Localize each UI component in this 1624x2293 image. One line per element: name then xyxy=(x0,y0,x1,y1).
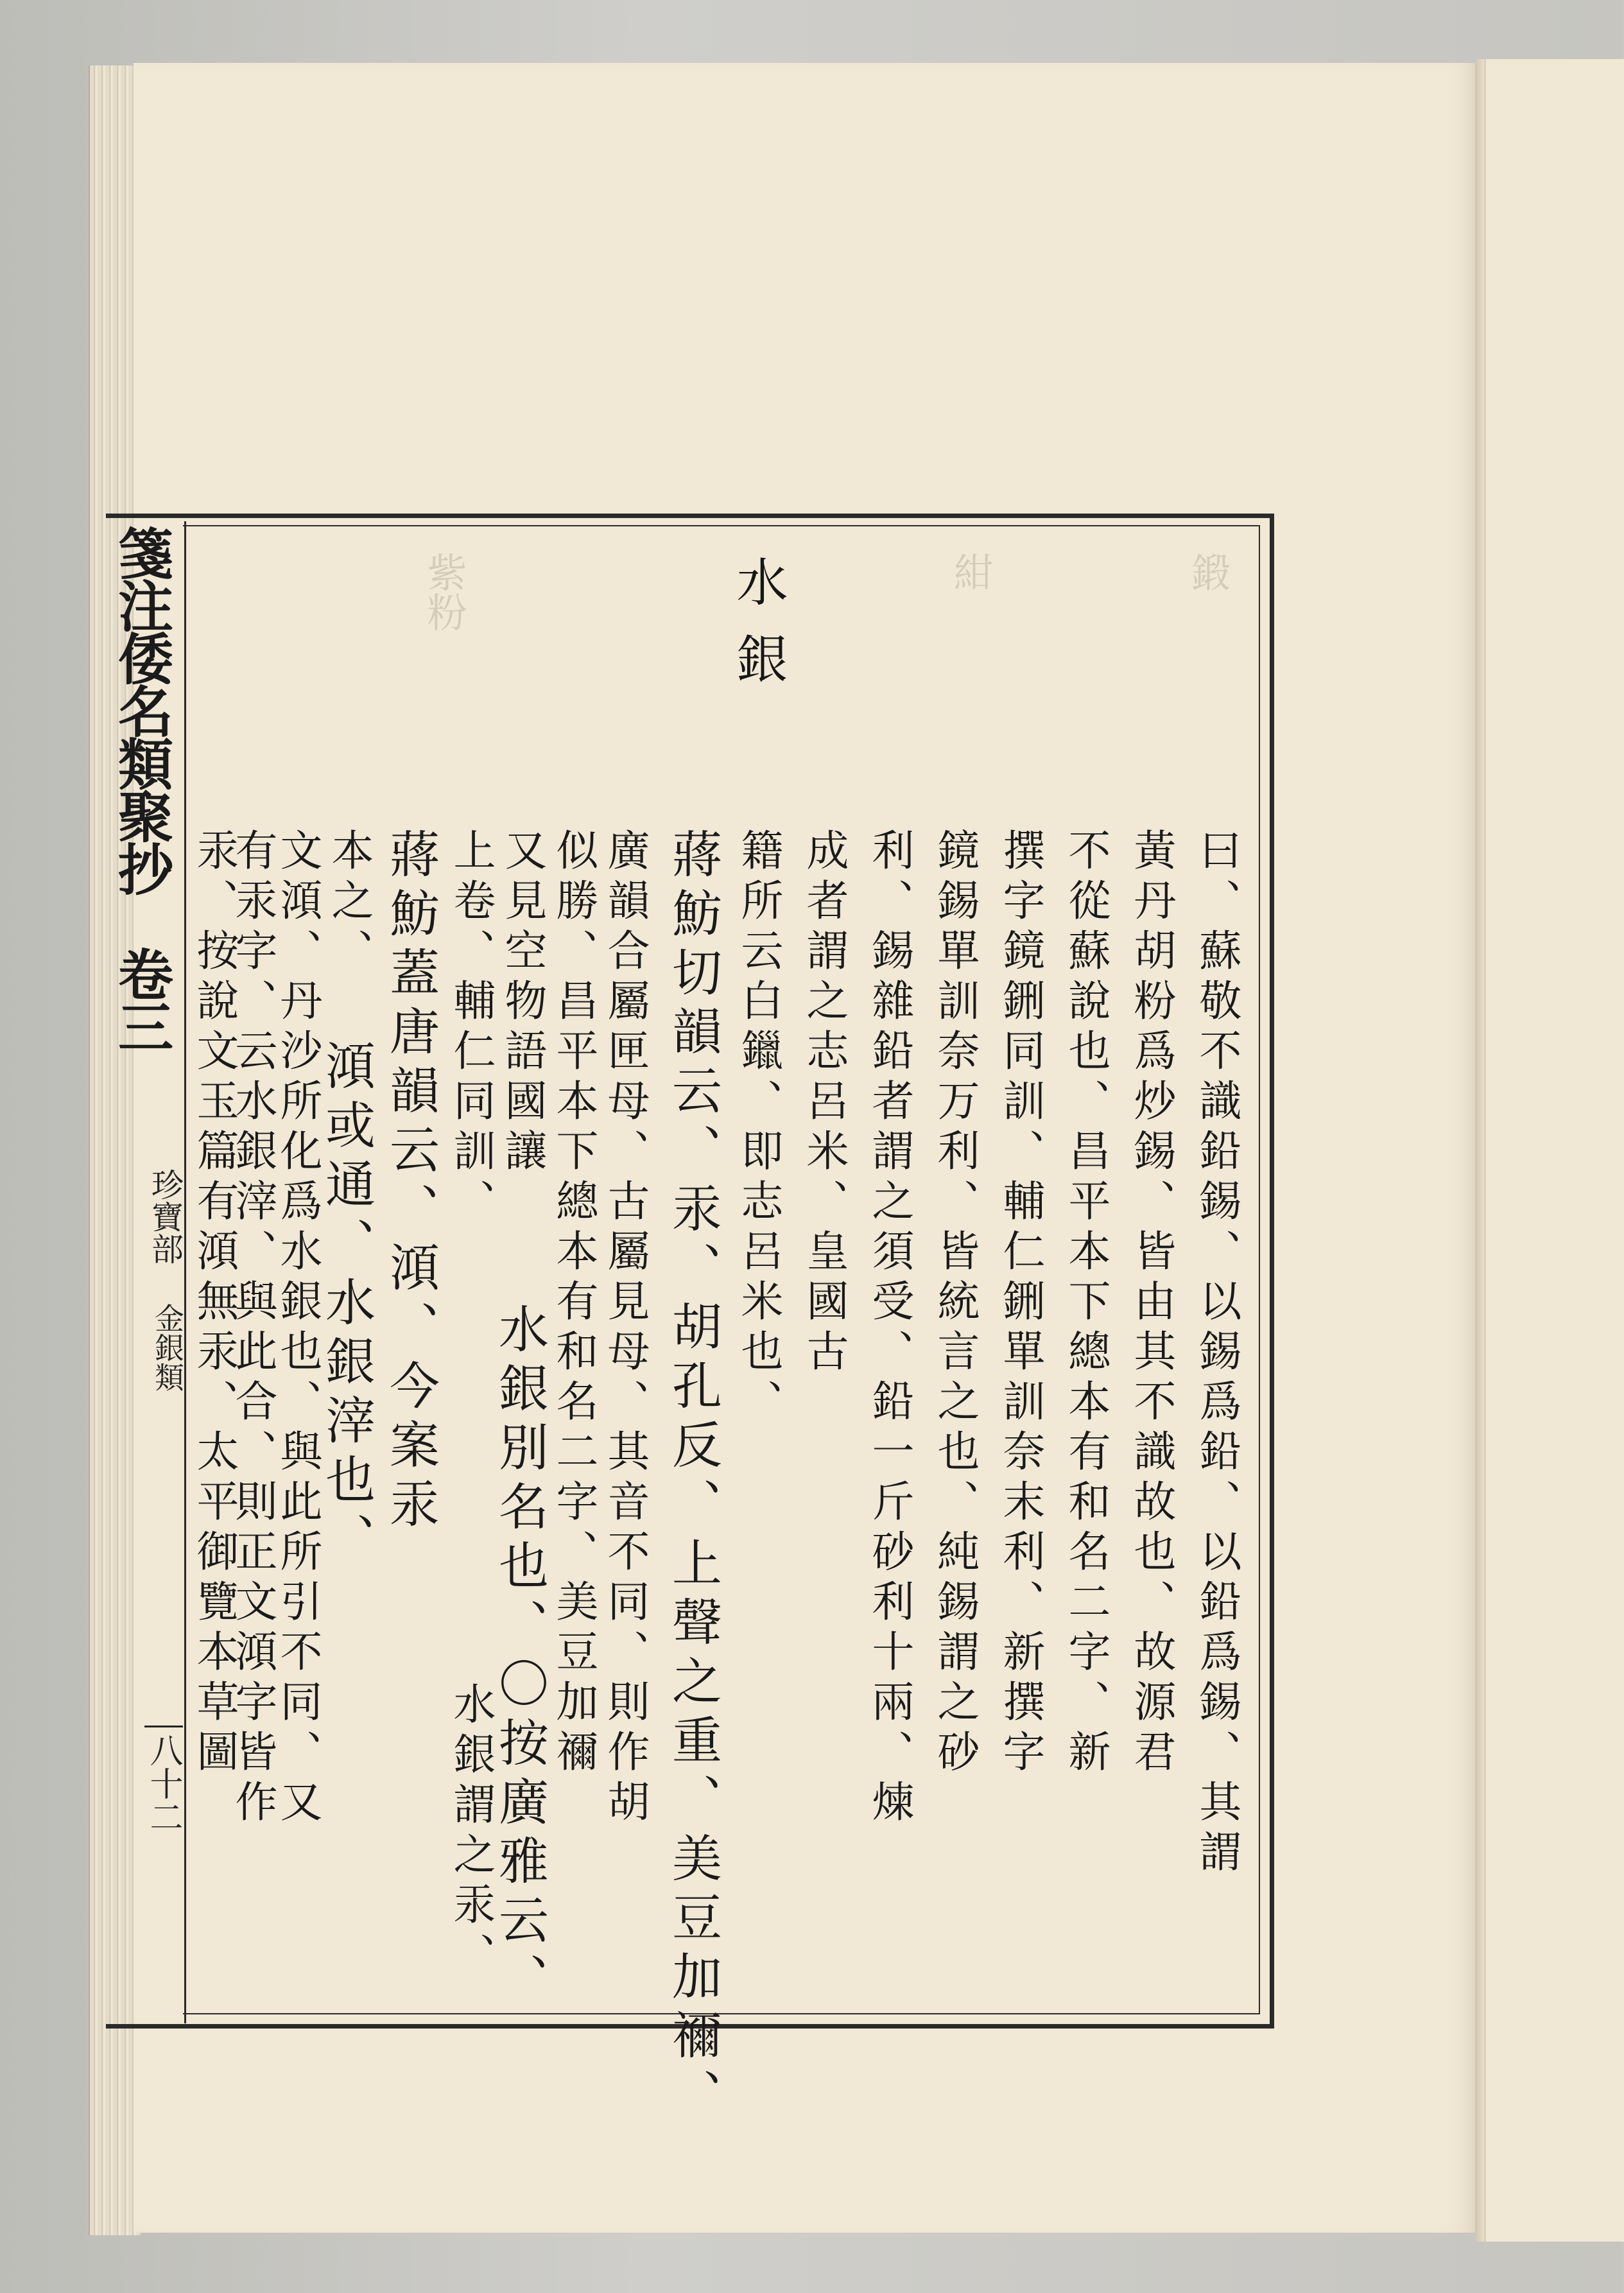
frame-rule-top xyxy=(106,514,186,518)
text-column: 利、錫雜鉛者謂之須受、鉛一斤砂利十兩、煉 xyxy=(865,828,914,1830)
folio-dash xyxy=(144,1726,183,1727)
bleed-through-text: 紫粉 xyxy=(420,552,467,632)
next-page xyxy=(1484,59,1624,2242)
text-column: 黃丹胡粉爲炒錫、皆由其不識故也、故源君 xyxy=(1127,828,1176,1779)
text-column: 籍所云白鑞、即志呂米也、 xyxy=(734,828,783,1429)
folio-number: 八十二 xyxy=(144,1733,182,1833)
entry-heading: 水銀 xyxy=(728,555,788,709)
bleed-through-text: 鍛 xyxy=(1184,552,1231,592)
section-label: 金銀類 xyxy=(150,1303,185,1392)
text-column: 撰字鏡鉶同訓、輔仁鉶單訓奈末利、新撰字 xyxy=(996,828,1045,1779)
bleed-through-text: 紺 xyxy=(947,552,994,592)
text-column: 蔣魴蓋唐韻云、澒、今案汞 xyxy=(381,828,439,1537)
text-column: 汞、按說文玉篇有澒無汞、太平御覽本草圖 xyxy=(189,828,239,1779)
text-column: 曰、蘇敬不識鉛錫、以錫爲鉛、以鉛爲錫、其謂 xyxy=(1192,828,1241,1880)
text-column: 本之、 xyxy=(324,828,374,978)
text-column: 成者謂之志呂米、皇國古 xyxy=(799,828,849,1379)
frame-rule-bottom xyxy=(106,2024,186,2029)
book-title: 箋注倭名類聚抄 卷三 xyxy=(108,525,173,1051)
text-column: 澒或通、水銀滓也、 xyxy=(317,1040,375,1571)
text-column: 不從蘇說也、昌平本下總本有和名二字、新 xyxy=(1061,828,1110,1779)
text-column: 水銀謂之汞、 xyxy=(446,1682,496,1982)
text-column: 上卷、輔仁同訓、 xyxy=(446,828,496,1229)
text-column: 廣韻合屬匣母、古屬見母、其音不同、則作胡 xyxy=(600,828,650,1830)
text-column: 有汞字、云水銀滓、與此合、則正文澒字皆作 xyxy=(228,828,277,1830)
chapter-label: 珍寶部 xyxy=(146,1168,184,1265)
text-column: 文澒、丹沙所化爲水銀也、與此所引不同、又 xyxy=(273,828,322,1830)
text-column: 似勝、昌平本下總本有和名二字、美豆加禰 xyxy=(549,828,598,1779)
text-column: 蔣魴切韻云、汞、胡孔反、上聲之重、美豆加禰、 xyxy=(664,828,721,2127)
text-column: 鏡錫單訓奈万利、皆統言之也、純錫謂之砂 xyxy=(930,828,980,1779)
text-column: 水銀別名也、〇按廣雅云、 xyxy=(490,1303,548,2012)
text-column: 又見空物語國讓 xyxy=(497,828,547,1179)
gutter xyxy=(1475,59,1484,2242)
